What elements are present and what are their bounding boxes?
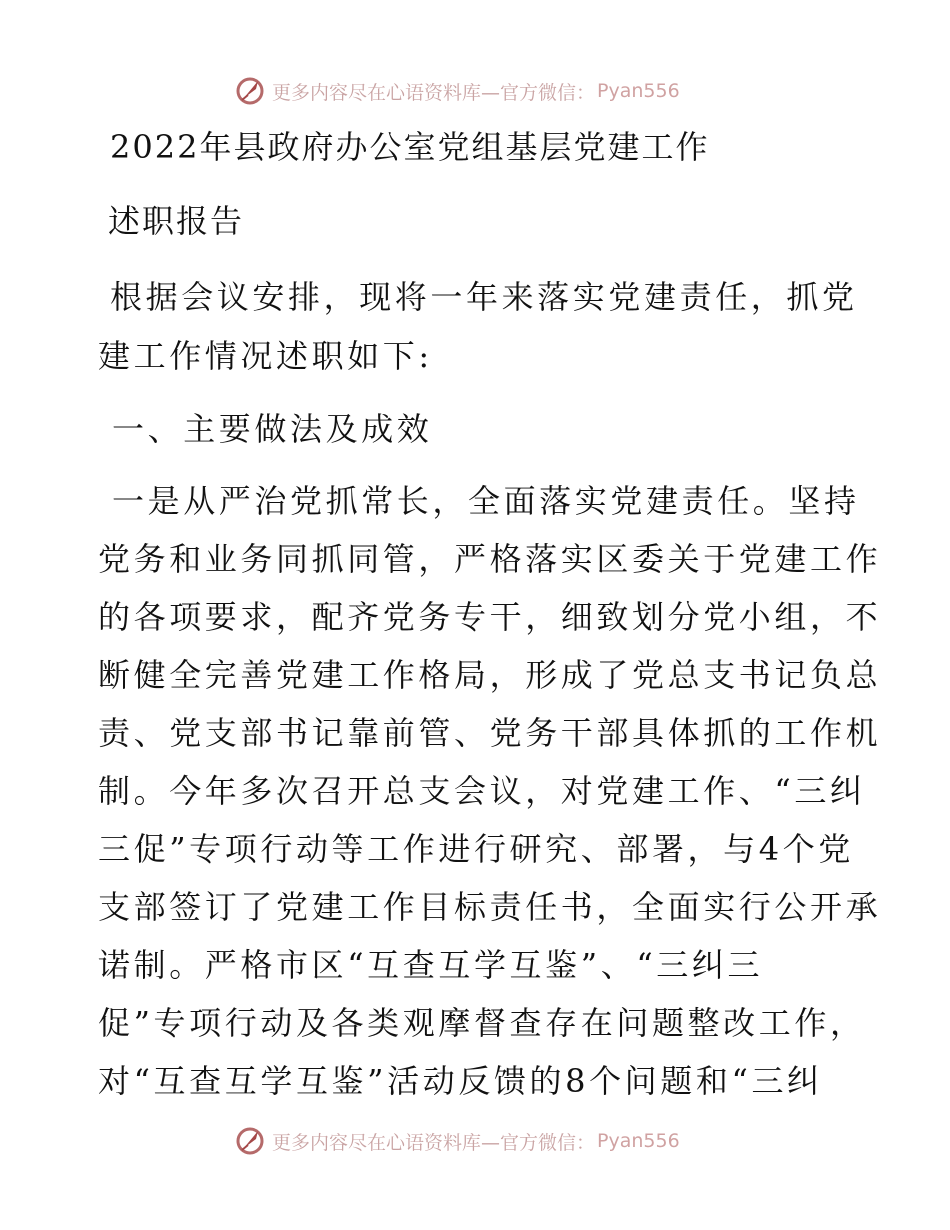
section-heading: 一、主要做法及成效	[112, 410, 433, 448]
feather-pen-icon	[234, 75, 266, 107]
document-title-line-2: 述职报告	[108, 202, 245, 240]
watermark-text: 更多内容尽在心语资料库—官方微信：	[272, 1131, 596, 1154]
body-line-4: 断健全完善党建工作格局，形成了党总支书记负总	[98, 656, 882, 694]
intro-line-1: 根据会议安排，现将一年来落实党建责任，抓党	[110, 278, 858, 316]
watermark-header	[234, 74, 680, 108]
watermark-wechat-id: Pyan556	[597, 80, 680, 102]
body-line-6: 制。今年多次召开总支会议，对党建工作、“三纠	[98, 772, 866, 810]
watermark-wechat-id: Pyan556	[597, 1130, 680, 1152]
body-line-3: 的各项要求，配齐党务专干，细致划分党小组，不	[98, 598, 882, 636]
intro-line-2: 建工作情况述职如下:	[98, 337, 433, 375]
body-line-11: 对“互查互学互鉴”活动反馈的8个问题和“三纠	[98, 1062, 823, 1100]
document-title-line-1: 2022年县政府办公室党组基层党建工作	[110, 128, 710, 166]
body-line-7: 三促”专项行动等工作进行研究、部署，与4个党	[98, 830, 854, 868]
feather-pen-icon	[234, 1125, 266, 1157]
body-line-5: 责、党支部书记靠前管、党务干部具体抓的工作机	[98, 714, 882, 752]
body-line-10: 促”专项行动及各类观摩督查存在问题整改工作，	[98, 1004, 866, 1042]
watermark-footer	[234, 1124, 680, 1158]
body-line-9: 诺制。严格市区“互查互学互鉴”、“三纠三	[98, 946, 764, 984]
watermark-text: 更多内容尽在心语资料库—官方微信：	[272, 81, 596, 104]
body-line-2: 党务和业务同抓同管，严格落实区委关于党建工作	[98, 540, 882, 578]
body-line-1: 一是从严治党抓常长，全面落实党建责任。坚持	[112, 482, 860, 520]
body-line-8: 支部签订了党建工作目标责任书，全面实行公开承	[98, 888, 882, 926]
